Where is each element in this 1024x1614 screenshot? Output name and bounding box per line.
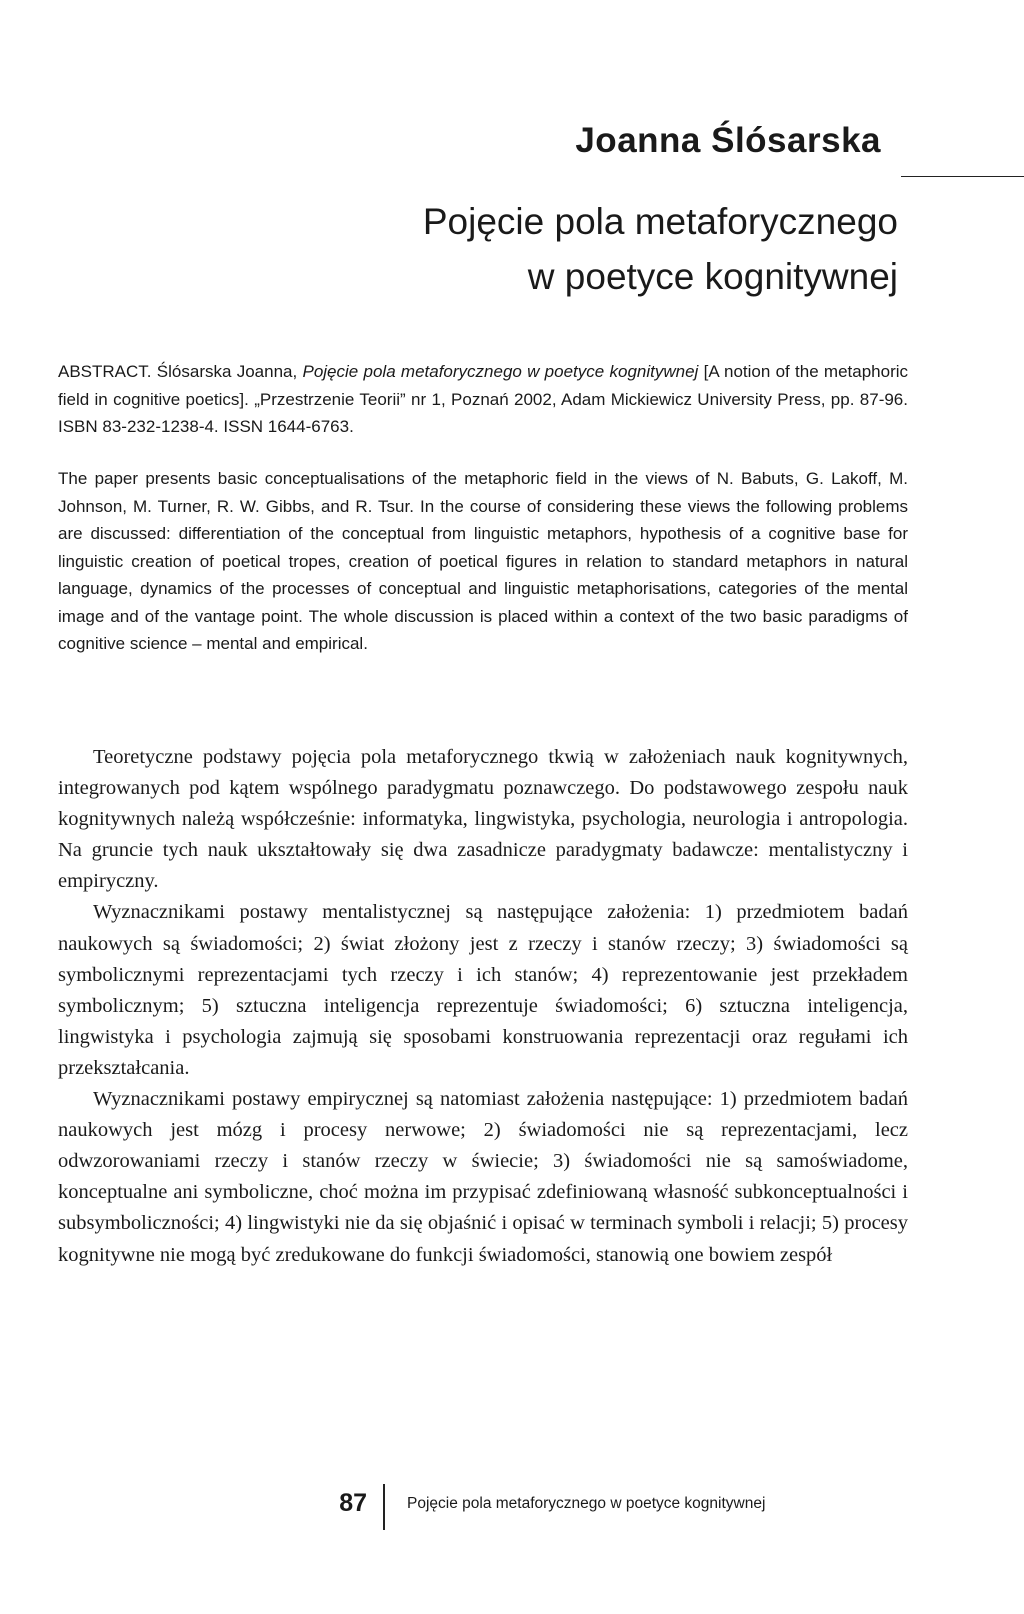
abstract-citation [58,358,908,441]
page-number: 87 [339,1489,367,1517]
title-line-2: w poetyce kognitywnej [527,256,898,297]
body-paragraph-2: Wyznacznikami postawy mentalistycznej są następujące założenia: 1) przedmiotem badań naukowych są świadomości; 2) świat złożony jest z rzeczy i stanów rzeczy; 3) świadomości są symbolicznymi reprezentacjami tych rzeczy i ich stanów; 4) reprezentowanie jest przekładem symbolicznym; 5) sztuczna inteligencja reprezentuje świadomości; 6) sztuczna inteligencja, lingwistyka i psychologia zajmują się sposobami konstruowania reprezentacji oraz regułami ich przekształcania. [58,901,908,1079]
author-rule [901,176,1024,177]
abstract-summary: The paper presents basic conceptualisations of the metaphoric field in the views of N. Babuts, G. Lakoff, M. Johnson, M. Turner, R. W. Gibbs, and R. Tsur. In the course of considering these views the following problems are discussed: differentiation of the conceptual from linguistic metaphors, hypothesis of a cognitive base for linguistic creation of poetical tropes, creation of poetical figures in relation to standard metaphors in natural language, dynamics of the processes of conceptual and linguistic metaphorisations, categories of the mental image and of the vantage point. The whole discussion is placed within a context of the two basic paradigms of cognitive science – mental and empirical. [58,469,908,653]
body-paragraph-3: Wyznacznikami postawy empirycznej są natomiast założenia następujące: 1) przedmiotem badań naukowych jest mózg i procesy nerwowe; 2) świadomości nie są reprezentacjami, lecz odwzorowaniami rzeczy i stanów rzeczy w świecie; 3) świadomości nie są samoświadome, konceptualne ani symboliczne, choć można im przypisać zdefiniowaną własność subkonceptualności i subsymboliczności; 4) lingwistyki nie da się objaśnić i opisać w terminach symboli i relacji; 5) procesy kognitywne nie mogą być zredukowane do funkcji świadomości, stanowią one bowiem zespół [58,1088,908,1266]
title-line-1: Pojęcie pola metaforycznego [422,201,898,242]
author-name: Joanna Ślósarska [575,121,881,160]
citation-rest: [A notion of the metaphoric field in cognitive poetics]. „Przestrzenie Teorii” nr 1, Poznań 2002, Adam Mickiewicz University Press, pp. 87-96. ISBN 83-232-1238-4. ISSN 1644-6763. [58,362,909,436]
body-text [58,742,908,1271]
running-title: Pojęcie pola metaforycznego w poetyce kognitywnej [407,1495,766,1512]
body-paragraph-1: Teoretyczne podstawy pojęcia pola metaforycznego tkwią w założeniach nauk kognitywnych, integrowanych pod kątem wspólnego paradygmatu poznawczego. Do podstawowego zespołu nauk kognitywnych należą współcześnie: informatyka, lingwistyka, psychologia, neurologia i antropologia. Na gruncie tych nauk ukształtowały się dwa zasadnicze paradygmaty badawcze: mentalistyczny i empiryczny. [58,746,908,893]
article-title [138,194,898,304]
citation-title: Pojęcie pola metaforycznego w poetyce kognitywnej [302,362,699,381]
citation-lead: Ślósarska Joanna, [156,362,303,381]
footer-rule [383,1484,385,1530]
page-footer [0,1484,1024,1534]
abstract-label: ABSTRACT. [58,362,157,381]
